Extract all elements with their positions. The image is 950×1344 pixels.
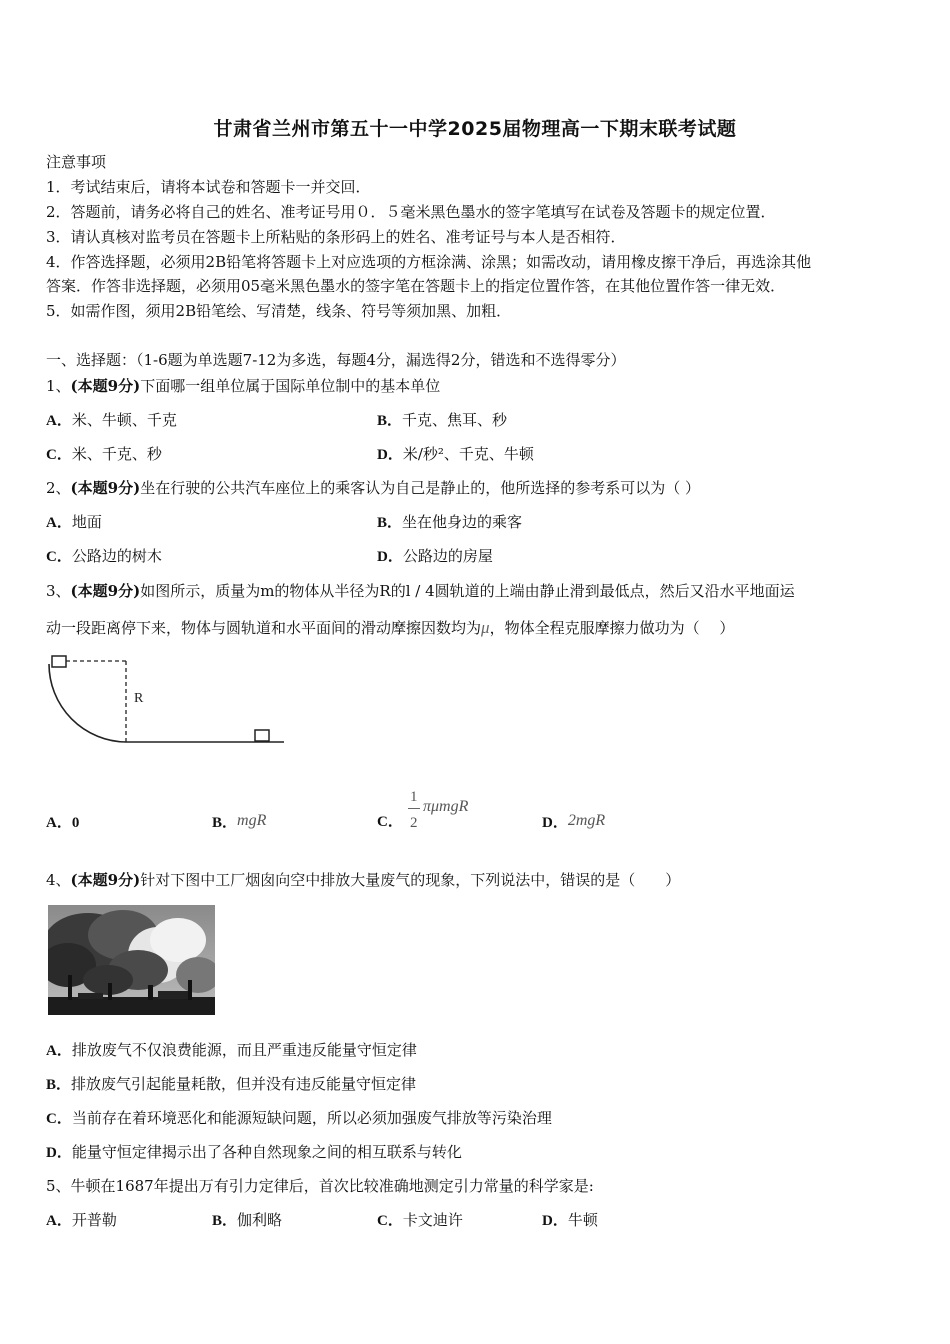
question-score: (本题9分) <box>70 377 141 395</box>
option-text: 地面 <box>71 513 102 531</box>
option-b <box>377 512 522 533</box>
notice-heading: 注意事项 <box>46 153 107 171</box>
option-text: 排放废气不仅浪费能源，而且严重违反能量守恒定律 <box>71 1041 417 1059</box>
section-heading: 一、选择题：（1-6题为单选题7-12为多选，每题4分，漏选得2分，错选和不选得零分） <box>46 351 626 369</box>
option-d <box>377 444 534 465</box>
option-text: 能量守恒定律揭示出了各种自然现象之间的相互联系与转化 <box>71 1143 462 1161</box>
option-label: C． <box>46 1111 72 1127</box>
option-text: 0 <box>71 815 80 831</box>
option-text: 开普勒 <box>71 1211 117 1229</box>
notice-item: 3．请认真核对监考员在答题卡上所粘贴的条形码上的姓名、准考证号与本人是否相符． <box>46 228 626 246</box>
option-a <box>46 1040 417 1061</box>
option-c <box>377 1210 463 1231</box>
notice-item: 5．如需作图，须用2B铅笔绘、写清楚，线条、符号等须加黑、加粗． <box>46 302 512 320</box>
option-text: 2mgR <box>567 812 606 829</box>
option-text: 米、牛顿、千克 <box>71 411 177 429</box>
question-text: 针对下图中工厂烟囱向空中排放大量废气的现象，下列说法中， <box>140 871 561 889</box>
option-text: 千克、焦耳、秒 <box>402 411 508 429</box>
quarter-circle-track <box>49 664 126 742</box>
exam-title: 甘肃省兰州市第五十一中学2025届物理高一下期末联考试题 <box>213 118 737 140</box>
option-a <box>46 512 102 533</box>
option-label: A． <box>46 413 72 429</box>
question-text: 下面哪一组单位属于国际单位制中的基本单位 <box>140 377 441 395</box>
option-c <box>46 1108 552 1129</box>
question-text-tail: 的是（ ） <box>590 871 681 889</box>
notice-item: 2．答题前，请务必将自己的姓名、准考证号用０．５毫米黑色墨水的签字笔填写在试卷及答题卡的规定位置． <box>46 203 776 221</box>
question-5 <box>46 1176 594 1196</box>
option-label: C． <box>46 549 72 565</box>
option-text: πμmgR <box>423 798 469 815</box>
question-score: (本题9分) <box>70 582 141 600</box>
option-a <box>46 410 177 431</box>
option-d <box>377 546 493 567</box>
option-text: 米/秒²、千克、牛顿 <box>402 445 534 463</box>
radius-label: R <box>134 691 144 706</box>
option-b <box>212 810 266 831</box>
question-number: 3、 <box>46 582 71 600</box>
option-a <box>46 812 79 833</box>
notice-item: 答案．作答非选择题，必须用05毫米黑色墨水的签字笔在答题卡上的指定位置作答，在其他位置作答一律无效． <box>46 277 786 295</box>
question-text: 牛顿在1687年提出万有引力定律后，首次比较准确地测定引力常量的科学家是: <box>70 1177 594 1195</box>
question-score: (本题9分) <box>70 871 141 889</box>
option-label: C． <box>46 447 72 463</box>
notice-item: 1．考试结束后，请将本试卷和答题卡一并交回． <box>46 178 371 196</box>
option-label: A． <box>46 1043 72 1059</box>
question-score: (本题9分) <box>70 479 141 497</box>
option-text: 卡文迪许 <box>402 1211 463 1229</box>
option-label: B． <box>212 1213 238 1229</box>
question-number: 1、 <box>46 377 71 395</box>
fraction-bar <box>408 808 420 809</box>
option-label: B． <box>377 515 403 531</box>
question-3-continued <box>46 618 734 638</box>
question-text: ，物体全程克服摩擦力做功为（ ） <box>489 619 735 637</box>
question-text: 坐在行驶的公共汽车座位上的乘客认为自己是静止的，他所选择的参考系可以为（ ） <box>140 479 700 497</box>
option-text: 牛顿 <box>567 1211 598 1229</box>
option-label: D． <box>46 1145 72 1161</box>
option-text: 排放废气引起能量耗散，但并没有违反能量守恒定律 <box>71 1075 417 1093</box>
option-label: C． <box>377 814 403 830</box>
option-label: B． <box>377 413 403 429</box>
option-label: D． <box>377 447 403 463</box>
option-d <box>46 1142 462 1163</box>
option-text: 公路边的房屋 <box>402 547 493 565</box>
question-2 <box>46 478 700 498</box>
block-top-icon <box>52 656 66 667</box>
fraction-numerator: 1 <box>410 789 418 805</box>
option-b <box>377 410 507 431</box>
question-number: 5、 <box>46 1177 71 1195</box>
question-4 <box>46 870 680 891</box>
option-label: C． <box>377 1213 403 1229</box>
question-3 <box>46 581 795 601</box>
option-b <box>212 1210 282 1231</box>
option-label: D． <box>542 1213 568 1229</box>
option-c <box>377 787 517 837</box>
question-number: 2、 <box>46 479 71 497</box>
option-text: 米、千克、秒 <box>71 445 162 463</box>
quarter-circle-track-diagram <box>46 652 291 750</box>
question-text: 动一段距离停下来，物体与圆轨道和水平面间的滑动摩擦因数均为 <box>46 619 482 637</box>
option-label: D． <box>542 815 568 831</box>
question-text: 如图所示，质量为m的物体从半径为R的l / 4圆轨道的上端由静止滑到最低点，然后又沿水平地面运 <box>140 582 795 600</box>
question-number: 4、 <box>46 871 71 889</box>
question-1 <box>46 376 440 396</box>
option-label: A． <box>46 1213 72 1229</box>
option-b <box>46 1074 416 1095</box>
option-text: 公路边的树木 <box>71 547 162 565</box>
option-label: A． <box>46 815 72 831</box>
option-d <box>542 810 605 831</box>
option-d <box>542 1210 598 1231</box>
option-text: 坐在他身边的乘客 <box>402 513 523 531</box>
option-text: mgR <box>237 812 267 829</box>
option-label: A． <box>46 515 72 531</box>
notice-item: 4．作答选择题，必须用2B铅笔将答题卡上对应选项的方框涂满、涂黑；如需改动，请用橡皮擦干净后，再选涂其他 <box>46 253 812 271</box>
option-label: B． <box>212 815 238 831</box>
option-label: D． <box>377 549 403 565</box>
option-c <box>46 546 162 567</box>
option-text: 当前存在着环境恶化和能源短缺问题，所以必须加强废气排放等污染治理 <box>71 1109 552 1127</box>
option-text: 伽利略 <box>237 1211 283 1229</box>
fraction-denominator: 2 <box>410 815 418 831</box>
question-emphasis: 错误 <box>560 872 591 889</box>
mu-symbol: μ <box>481 618 490 637</box>
block-bottom-icon <box>255 730 269 741</box>
factory-smoke-photo <box>48 905 215 1015</box>
option-c <box>46 444 162 465</box>
option-a <box>46 1210 117 1231</box>
option-label: B． <box>46 1077 72 1093</box>
